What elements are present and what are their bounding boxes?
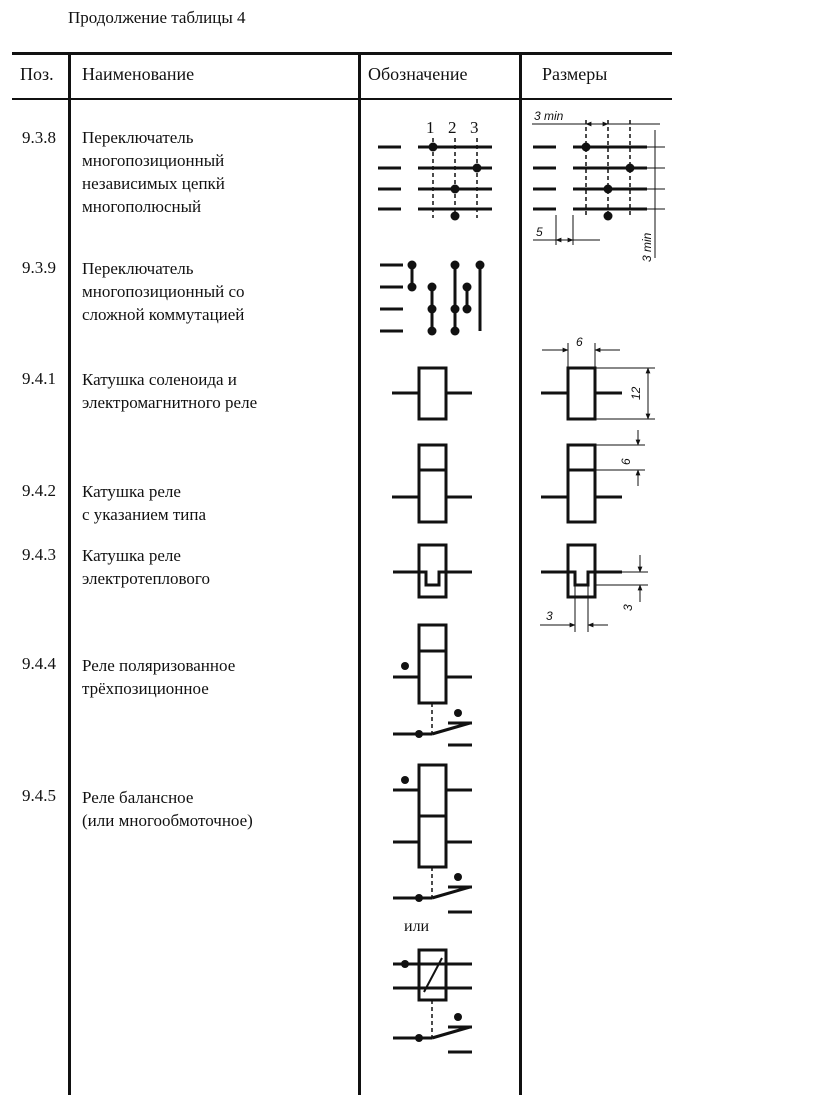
dim-label: 5 — [536, 225, 543, 239]
table-caption: Продолжение таблицы 4 — [68, 8, 246, 27]
row-name: Катушка реле с указанием типа — [82, 482, 207, 524]
row-name: Переключатель многопозиционный независимых цепкй многополюсный — [82, 128, 225, 216]
row-name: Переключатель многопозиционный со сложной коммутацией — [82, 259, 245, 324]
row-name: Катушка соленоида и электромагнитного реле — [82, 370, 258, 412]
coil-942-dimensions — [541, 430, 645, 522]
relay-944-symbol — [393, 625, 472, 745]
row-pos: 9.3.8 — [22, 128, 56, 147]
row-pos: 9.3.9 — [22, 258, 56, 277]
header-pos: Поз. — [20, 64, 54, 84]
switch-938-symbol — [378, 118, 492, 221]
dim-label: 6 — [576, 335, 583, 349]
row-name: Реле поляризованное трёхпозиционное — [82, 656, 236, 698]
header-name: Наименование — [82, 64, 195, 84]
coil-942-symbol — [392, 445, 472, 522]
relay-945-symbol — [393, 765, 472, 912]
dim-label: 6 — [619, 458, 633, 465]
dim-label: 3 — [621, 604, 635, 611]
row-pos: 9.4.1 — [22, 369, 56, 388]
switch-938-dimensions — [532, 109, 665, 262]
switch-939-symbol — [380, 261, 485, 336]
coil-943-dimensions — [540, 545, 648, 632]
dim-label: 12 — [629, 386, 643, 400]
row-pos: 9.4.2 — [22, 481, 56, 500]
dim-label: 3 — [546, 609, 553, 623]
row-pos: 9.4.4 — [22, 654, 56, 673]
dim-label: 3 min — [534, 109, 564, 123]
header-symbol: Обозначение — [368, 64, 468, 84]
header-sizes: Размеры — [542, 64, 608, 84]
dim-label: 3 min — [640, 232, 654, 262]
relay-945-alt-symbol — [393, 950, 472, 1052]
row-name: Катушка реле электротеплового — [82, 546, 210, 588]
coil-943-symbol — [393, 545, 472, 597]
coil-941-dimensions — [541, 335, 655, 419]
or-label: или — [404, 918, 430, 935]
row-name: Реле балансное (или многообмоточное) — [82, 788, 253, 830]
row-pos: 9.4.3 — [22, 545, 56, 564]
coil-941-symbol — [392, 368, 472, 419]
row-pos: 9.4.5 — [22, 786, 56, 805]
switch-label: 3 — [470, 118, 479, 137]
switch-label: 1 — [426, 118, 435, 137]
switch-label: 2 — [448, 118, 457, 137]
